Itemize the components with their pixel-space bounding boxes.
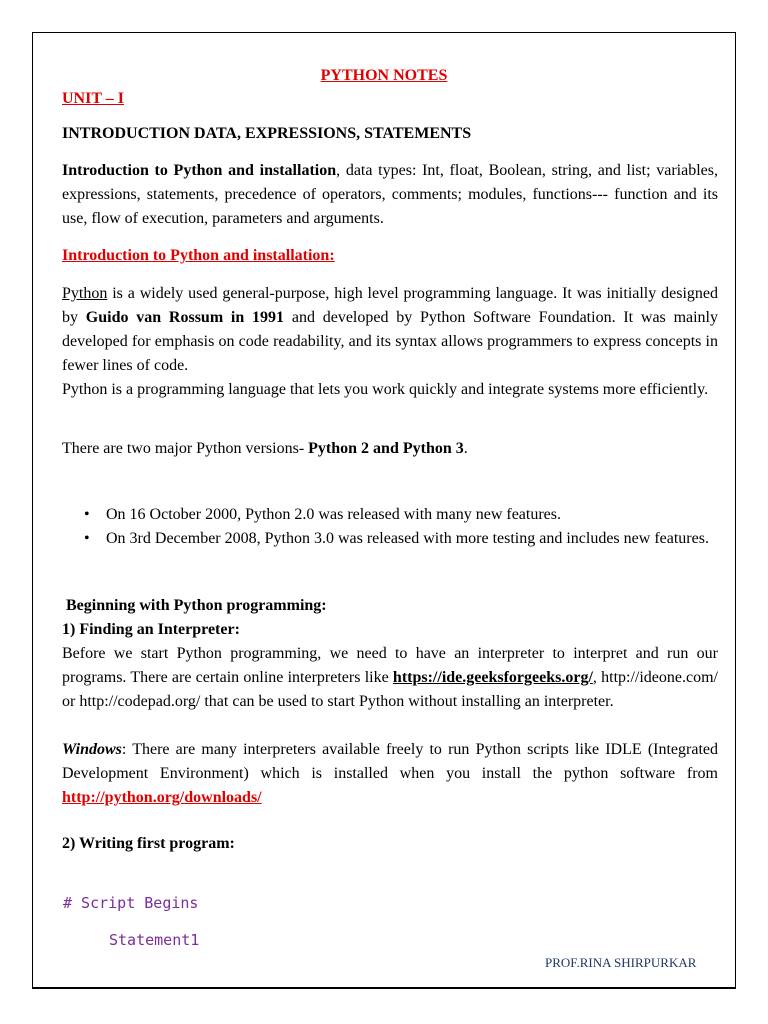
list-item: • On 3rd December 2008, Python 3.0 was released with more testing and includes new features.	[106, 527, 730, 551]
section-heading-intro: Introduction to Python and installation:	[62, 247, 335, 264]
versions-paragraph: There are two major Python versions- Python 2 and Python 3.	[62, 440, 468, 457]
python-downloads-link[interactable]: http://python.org/downloads/	[62, 789, 262, 806]
syllabus-paragraph: Introduction to Python and installation, data types: Int, float, Boolean, string, and list; variables, expressions, statements, precedence of operators, comments; modules, functions--- function and its use, flow of execution, parameters and arguments.	[62, 162, 718, 227]
chapter-heading: INTRODUCTION DATA, EXPRESSIONS, STATEMENTS	[62, 125, 472, 142]
bullet-icon: •	[84, 506, 90, 523]
geeksforgeeks-link[interactable]: https://ide.geeksforgeeks.org/	[392, 669, 593, 686]
list-item: • On 16 October 2000, Python 2.0 was released with many new features.	[106, 503, 730, 527]
bullet-icon: •	[84, 530, 90, 547]
interpreter-paragraph: Before we start Python programming, we need to have an interpreter to interpret and run our programs. There are certain online interpreters like https://ide.geeksforgeeks.org/, http://ideone.com/ or http://codepad.org/ that can be used to start Python without installing an interpreter.	[62, 645, 718, 710]
beginning-heading: Beginning with Python programming:	[66, 597, 327, 614]
footer-author: PROF.RINA SHIRPURKAR	[545, 955, 697, 970]
intro-paragraph: Python is a widely used general-purpose, high level programming language. It was initially designed by Guido van Rossum in 1991 and developed by Python Software Foundation. It was mainly developed for emphasis on code readability, and its syntax allows programmers to express concepts in fewer lines of code.	[62, 285, 719, 374]
doc-title: PYTHON NOTES	[320, 67, 448, 84]
unit-heading: UNIT – I	[62, 90, 124, 107]
step2-heading: 2) Writing first program:	[62, 835, 235, 852]
windows-paragraph: Windows: There are many interpreters available freely to run Python scripts like IDLE (Integrated Development Environment) which is installed when you install the python software from http://python.org/downloads/	[62, 741, 718, 806]
code-statement-line: Statement1	[109, 931, 200, 949]
code-comment-line: # Script Begins	[63, 894, 199, 912]
step1-heading: 1) Finding an Interpreter:	[62, 621, 240, 638]
release-list	[84, 503, 730, 551]
python-efficiency-paragraph: Python is a programming language that lets you work quickly and integrate systems more efficiently.	[62, 381, 709, 398]
